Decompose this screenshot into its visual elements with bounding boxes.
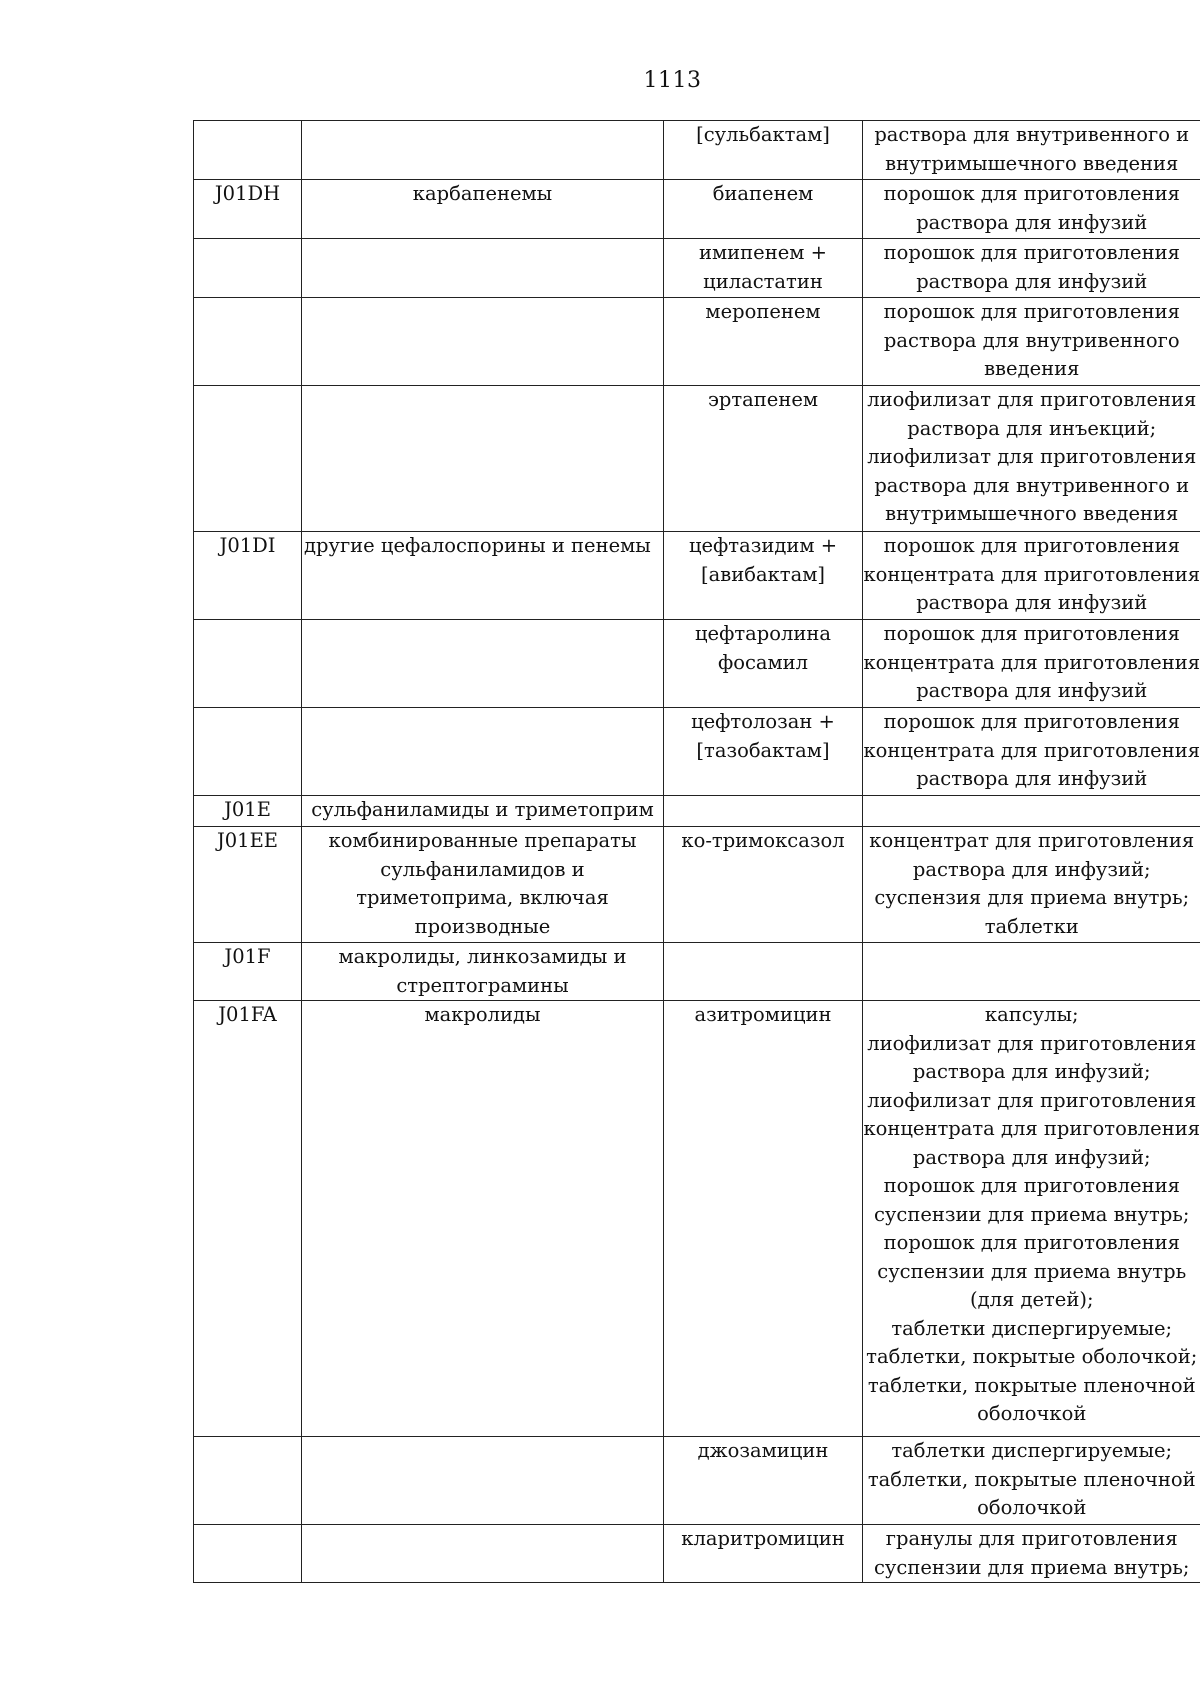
drug-name-cell: цефтаролина фосамил xyxy=(664,620,863,708)
drug-name-cell: азитромицин xyxy=(664,1001,863,1437)
atc-code-cell: J01DH xyxy=(194,180,302,239)
table-row xyxy=(194,239,1200,298)
dosage-form-cell: таблетки диспергируемые; таблетки, покрытые пленочной оболочкой xyxy=(863,1437,1200,1525)
dosage-form-cell: порошок для приготовления раствора для инфузий xyxy=(863,180,1200,239)
table-row xyxy=(194,1437,1200,1525)
atc-code-cell xyxy=(194,239,302,298)
pharm-group-cell xyxy=(302,121,664,180)
drug-name-cell xyxy=(664,943,863,1001)
dosage-form-cell: порошок для приготовления концентрата для приготовления раствора для инфузий xyxy=(863,708,1200,796)
atc-code-cell xyxy=(194,620,302,708)
atc-code-cell: J01FA xyxy=(194,1001,302,1437)
dosage-form-cell: порошок для приготовления раствора для инфузий xyxy=(863,239,1200,298)
pharm-group-cell xyxy=(302,1525,664,1583)
table-row xyxy=(194,796,1200,827)
atc-code-cell: J01EE xyxy=(194,827,302,943)
page-number: 1113 xyxy=(643,68,702,93)
table-row xyxy=(194,827,1200,943)
drug-name-cell xyxy=(664,796,863,827)
dosage-form-cell xyxy=(863,796,1200,827)
drug-name-cell: цефтолозан + [тазобактам] xyxy=(664,708,863,796)
drug-name-cell: эртапенем xyxy=(664,386,863,532)
dosage-form-cell: порошок для приготовления концентрата для приготовления раствора для инфузий xyxy=(863,620,1200,708)
table-row xyxy=(194,298,1200,386)
pharm-group-cell xyxy=(302,1437,664,1525)
atc-code-cell xyxy=(194,1437,302,1525)
atc-code-cell xyxy=(194,708,302,796)
drug-name-cell: [сульбактам] xyxy=(664,121,863,180)
drug-name-cell: имипенем + циластатин xyxy=(664,239,863,298)
dosage-form-cell: порошок для приготовления раствора для внутривенного введения xyxy=(863,298,1200,386)
table-row xyxy=(194,1001,1200,1437)
atc-code-cell: J01DI xyxy=(194,532,302,620)
table-row xyxy=(194,1525,1200,1583)
table-row xyxy=(194,943,1200,1001)
atc-code-cell xyxy=(194,386,302,532)
dosage-form-cell: раствора для внутривенного и внутримышечного введения xyxy=(863,121,1200,180)
pharm-group-cell xyxy=(302,239,664,298)
atc-code-cell xyxy=(194,121,302,180)
pharm-group-cell: макролиды, линкозамиды и стрептограмины xyxy=(302,943,664,1001)
drug-name-cell: кларитромицин xyxy=(664,1525,863,1583)
drug-name-cell: ко-тримоксазол xyxy=(664,827,863,943)
dosage-form-cell: капсулы; лиофилизат для приготовления раствора для инфузий; лиофилизат для приготовления концентрата для приготовления раствора для инфузий; порошок для приготовления суспензии для приема внутрь; порошок для приготовления суспензии для приема внутрь (для детей); таблетки диспергируемые; таблетки, покрытые оболочкой; таблетки, покрытые пленочной оболочкой xyxy=(863,1001,1200,1437)
pharm-group-cell: другие цефалоспорины и пенемы xyxy=(302,532,664,620)
drug-table xyxy=(193,120,1200,1583)
drug-name-cell: меропенем xyxy=(664,298,863,386)
dosage-form-cell: гранулы для приготовления суспензии для приема внутрь; xyxy=(863,1525,1200,1583)
atc-code-cell xyxy=(194,1525,302,1583)
table-row xyxy=(194,121,1200,180)
pharm-group-cell: макролиды xyxy=(302,1001,664,1437)
table-row xyxy=(194,620,1200,708)
pharm-group-cell xyxy=(302,386,664,532)
atc-code-cell: J01E xyxy=(194,796,302,827)
atc-code-cell: J01F xyxy=(194,943,302,1001)
pharm-group-cell: карбапенемы xyxy=(302,180,664,239)
atc-code-cell xyxy=(194,298,302,386)
dosage-form-cell: порошок для приготовления концентрата для приготовления раствора для инфузий xyxy=(863,532,1200,620)
dosage-form-cell: лиофилизат для приготовления раствора для инъекций; лиофилизат для приготовления раствора для внутривенного и внутримышечного введения xyxy=(863,386,1200,532)
drug-name-cell: джозамицин xyxy=(664,1437,863,1525)
table-row xyxy=(194,708,1200,796)
drug-name-cell: цефтазидим + [авибактам] xyxy=(664,532,863,620)
table-row xyxy=(194,180,1200,239)
dosage-form-cell: концентрат для приготовления раствора для инфузий; суспензия для приема внутрь; таблетки xyxy=(863,827,1200,943)
drug-name-cell: биапенем xyxy=(664,180,863,239)
table-row xyxy=(194,386,1200,532)
table-row xyxy=(194,532,1200,620)
pharm-group-cell xyxy=(302,708,664,796)
pharm-group-cell xyxy=(302,620,664,708)
pharm-group-cell: сульфаниламиды и триметоприм xyxy=(302,796,664,827)
pharm-group-cell xyxy=(302,298,664,386)
table-body xyxy=(194,121,1200,1583)
pharm-group-cell: комбинированные препараты сульфаниламидов и триметоприма, включая производные xyxy=(302,827,664,943)
dosage-form-cell xyxy=(863,943,1200,1001)
